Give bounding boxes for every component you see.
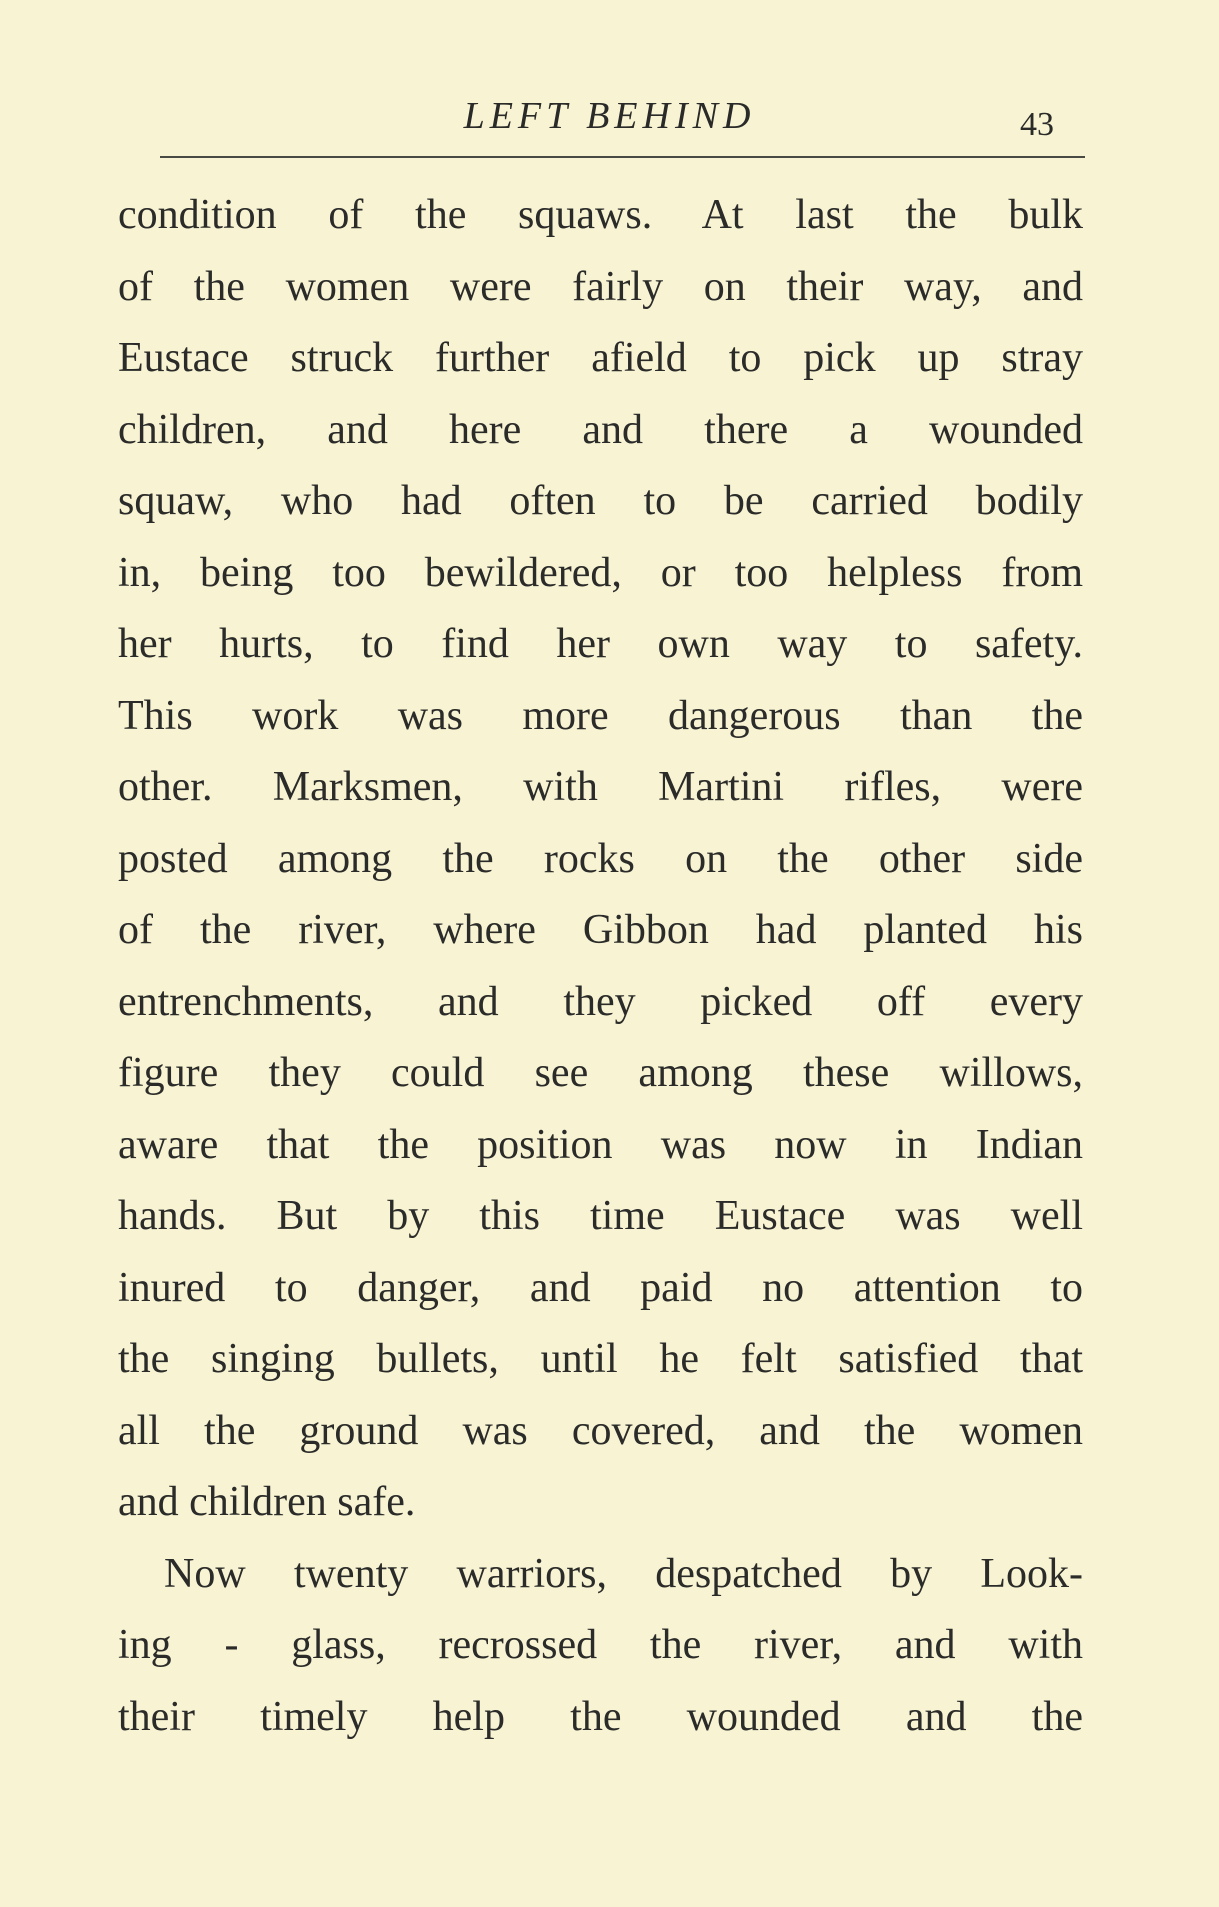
paragraph-2 bbox=[118, 1539, 1083, 1754]
text-line: her hurts, to find her own way to safety. bbox=[118, 621, 1083, 667]
text-line: of the women were fairly on their way, and bbox=[118, 263, 1083, 310]
text-line: figure they could see among these willows, bbox=[118, 1050, 1083, 1096]
body-text bbox=[118, 180, 1083, 1753]
text-line: Eustace struck further afield to pick up stray bbox=[118, 335, 1083, 381]
page-number: 43 bbox=[1020, 106, 1054, 143]
paragraph-1 bbox=[118, 180, 1083, 1539]
text-line: hands. But by this time Eustace was well bbox=[118, 1193, 1083, 1239]
header-rule bbox=[160, 156, 1085, 158]
text-line: posted among the rocks on the other side bbox=[118, 835, 1083, 882]
text-line: children, and here and there a wounded bbox=[118, 406, 1083, 453]
text-line: inured to danger, and paid no attention to bbox=[118, 1264, 1083, 1311]
text-line: This work was more dangerous than the bbox=[118, 692, 1083, 739]
text-line: squaw, who had often to be carried bodily bbox=[118, 478, 1083, 524]
text-line: the singing bullets, until he felt satisfied that bbox=[118, 1336, 1083, 1382]
text-line: aware that the position was now in Indian bbox=[118, 1121, 1083, 1168]
text-line: all the ground was covered, and the women bbox=[118, 1407, 1083, 1454]
text-line: their timely help the wounded and the bbox=[118, 1693, 1083, 1740]
running-head: LEFT BEHIND bbox=[463, 95, 756, 137]
text-line: ing - glass, recrossed the river, and with bbox=[118, 1622, 1083, 1668]
text-line: and children safe. bbox=[118, 1479, 416, 1525]
text-line: condition of the squaws. At last the bulk bbox=[118, 192, 1083, 238]
text-line: Now twenty warriors, despatched by Look- bbox=[164, 1550, 1083, 1597]
text-line: in, being too bewildered, or too helpless from bbox=[118, 549, 1083, 596]
text-line: entrenchments, and they picked off every bbox=[118, 978, 1083, 1025]
text-line: other. Marksmen, with Martini rifles, were bbox=[118, 764, 1083, 810]
text-line: of the river, where Gibbon had planted his bbox=[118, 907, 1083, 953]
